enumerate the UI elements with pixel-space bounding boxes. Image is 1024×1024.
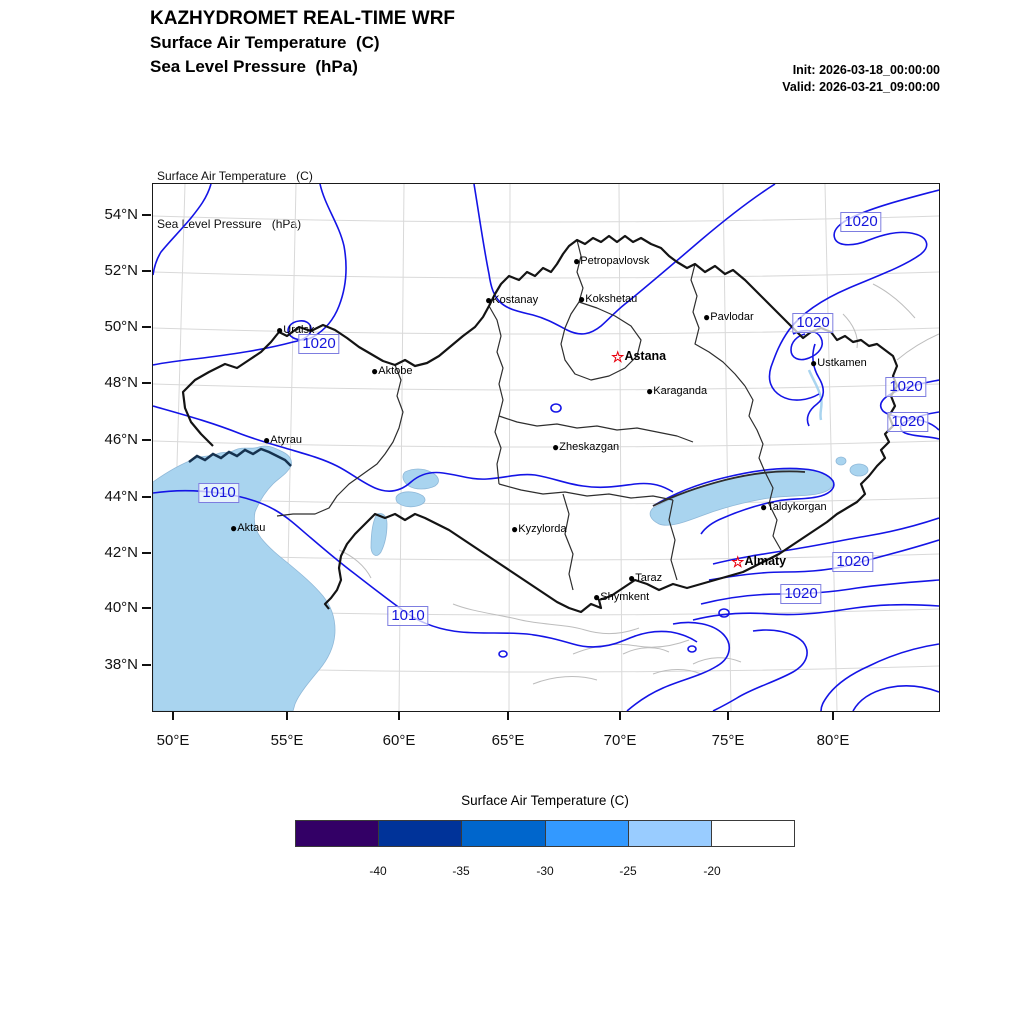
lake-alakol bbox=[850, 464, 868, 476]
x-axis-label: 80°E bbox=[816, 732, 850, 749]
city-aktau: ●Aktau bbox=[230, 521, 266, 535]
temperature-colorbar bbox=[295, 820, 795, 847]
colorbar-cell bbox=[712, 821, 794, 846]
plot-subtitle-temp: Surface Air Temperature (C) bbox=[157, 169, 313, 183]
colorbar-cell bbox=[462, 821, 545, 846]
x-tick bbox=[172, 711, 174, 720]
city-dot-icon: ● bbox=[485, 293, 493, 307]
city-pavlodar: ●Pavlodar bbox=[703, 310, 754, 324]
kazakhstan-border bbox=[183, 236, 897, 612]
x-axis-label: 65°E bbox=[491, 732, 525, 749]
city-dot-icon: ● bbox=[511, 522, 519, 536]
pressure-label: 1010 bbox=[198, 483, 239, 503]
init-time: Init: 2026-03-18_00:00:00 bbox=[792, 63, 940, 77]
city-dot-icon: ● bbox=[760, 500, 768, 514]
colorbar-tick: -25 bbox=[619, 864, 637, 878]
city-dot-icon: ● bbox=[578, 292, 586, 306]
city-uralsk: ●Uralsk bbox=[276, 323, 315, 337]
y-axis-label: 44°N bbox=[104, 488, 138, 505]
title-variable-temp: Surface Air Temperature (C) bbox=[150, 33, 380, 52]
city-dot-icon: ● bbox=[263, 433, 271, 447]
plot-subtitle-slp: Sea Level Pressure (hPa) bbox=[157, 217, 302, 231]
city-dot-icon: ● bbox=[810, 356, 818, 370]
colorbar-cell bbox=[546, 821, 629, 846]
lake-sasykkol bbox=[836, 457, 846, 465]
valid-time: Valid: 2026-03-21_09:00:00 bbox=[782, 80, 940, 94]
city-dot-icon: ● bbox=[628, 571, 636, 585]
y-axis-label: 50°N bbox=[104, 318, 138, 335]
y-axis-label: 46°N bbox=[104, 431, 138, 448]
colorbar-cell bbox=[629, 821, 712, 846]
aral-sea-south bbox=[396, 492, 425, 507]
region-borders bbox=[277, 240, 805, 590]
city-kokshetau: ●Kokshetau bbox=[578, 292, 638, 306]
capital-star-icon: ☆ bbox=[731, 554, 745, 571]
city-ustkamen: ●Ustkamen bbox=[810, 356, 867, 370]
city-kyzylorda: ●Kyzylorda bbox=[511, 522, 567, 536]
city-dot-icon: ● bbox=[703, 310, 711, 324]
capital-star-icon: ☆ bbox=[611, 349, 625, 366]
pressure-label: 1020 bbox=[840, 212, 881, 232]
colorbar-cell bbox=[379, 821, 462, 846]
colorbar-tick: -35 bbox=[452, 864, 470, 878]
pressure-label: 1020 bbox=[792, 313, 833, 333]
y-tick bbox=[142, 214, 151, 216]
y-axis-label: 38°N bbox=[104, 656, 138, 673]
x-axis-label: 55°E bbox=[270, 732, 304, 749]
pressure-label: 1020 bbox=[298, 334, 339, 354]
city-dot-icon: ● bbox=[230, 521, 238, 535]
aral-sea-west bbox=[371, 513, 387, 555]
city-dot-icon: ● bbox=[593, 590, 601, 604]
y-tick bbox=[142, 607, 151, 609]
city-kostanay: ●Kostanay bbox=[485, 293, 539, 307]
colorbar-tick: -30 bbox=[536, 864, 554, 878]
y-tick bbox=[142, 496, 151, 498]
x-axis-label: 60°E bbox=[382, 732, 416, 749]
x-axis-label: 50°E bbox=[156, 732, 190, 749]
irtysh-river bbox=[809, 370, 822, 420]
x-tick bbox=[507, 711, 509, 720]
city-almaty: ☆Almaty bbox=[731, 554, 787, 571]
x-tick bbox=[727, 711, 729, 720]
x-tick bbox=[832, 711, 834, 720]
city-dot-icon: ● bbox=[646, 384, 654, 398]
page-title: KAZHYDROMET REAL-TIME WRF bbox=[150, 8, 456, 29]
city-petropavlovsk: ●Petropavlovsk bbox=[573, 254, 650, 268]
header-title-block bbox=[150, 6, 455, 79]
x-axis-label: 70°E bbox=[603, 732, 637, 749]
map-layers bbox=[153, 184, 939, 711]
city-dot-icon: ● bbox=[371, 364, 379, 378]
city-shymkent: ●Shymkent bbox=[593, 590, 650, 604]
y-tick bbox=[142, 552, 151, 554]
y-axis-label: 54°N bbox=[104, 206, 138, 223]
y-tick bbox=[142, 270, 151, 272]
lake-balkhash bbox=[650, 469, 833, 525]
water-bodies bbox=[153, 446, 868, 711]
title-variable-slp: Sea Level Pressure (hPa) bbox=[150, 57, 358, 76]
city-dot-icon: ● bbox=[552, 440, 560, 454]
city-dot-icon: ● bbox=[276, 323, 284, 337]
y-axis-label: 52°N bbox=[104, 262, 138, 279]
y-tick bbox=[142, 439, 151, 441]
x-tick bbox=[398, 711, 400, 720]
x-axis-label: 75°E bbox=[711, 732, 745, 749]
city-karaganda: ●Karaganda bbox=[646, 384, 708, 398]
pressure-label: 1010 bbox=[387, 606, 428, 626]
model-time-block bbox=[782, 62, 940, 96]
city-aktobe: ●Aktobe bbox=[371, 364, 413, 378]
city-zheskazgan: ●Zheskazgan bbox=[552, 440, 620, 454]
colorbar-tick: -20 bbox=[703, 864, 721, 878]
y-axis-label: 42°N bbox=[104, 544, 138, 561]
y-axis-label: 40°N bbox=[104, 599, 138, 616]
city-atyrau: ●Atyrau bbox=[263, 433, 303, 447]
map-plot-area bbox=[152, 183, 940, 712]
caspian-sea bbox=[153, 446, 335, 711]
pressure-label: 1020 bbox=[780, 584, 821, 604]
colorbar-cell bbox=[296, 821, 379, 846]
pressure-label: 1020 bbox=[887, 412, 928, 432]
city-taldykorgan: ●Taldykorgan bbox=[760, 500, 827, 514]
city-taraz: ●Taraz bbox=[628, 571, 663, 585]
city-dot-icon: ● bbox=[573, 254, 581, 268]
colorbar-title: Surface Air Temperature (C) bbox=[461, 793, 629, 808]
y-tick bbox=[142, 664, 151, 666]
y-tick bbox=[142, 382, 151, 384]
x-tick bbox=[619, 711, 621, 720]
y-tick bbox=[142, 326, 151, 328]
pressure-label: 1020 bbox=[885, 377, 926, 397]
city-astana: ☆Astana bbox=[611, 349, 667, 366]
x-tick bbox=[286, 711, 288, 720]
pressure-label: 1020 bbox=[832, 552, 873, 572]
y-axis-label: 48°N bbox=[104, 374, 138, 391]
colorbar-tick: -40 bbox=[369, 864, 387, 878]
